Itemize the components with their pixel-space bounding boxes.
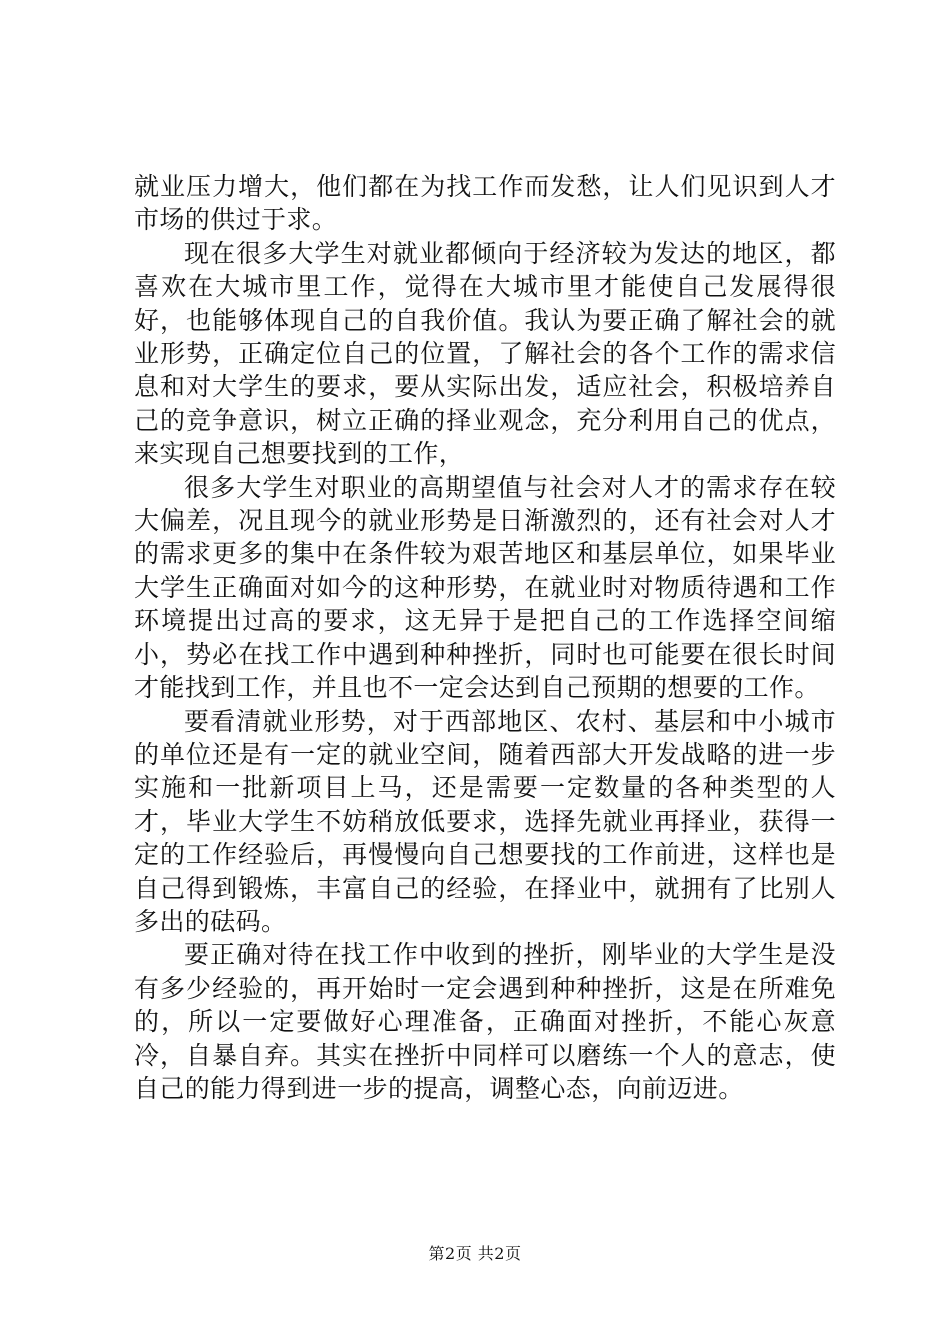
paragraph-2: 现在很多大学生对就业都倾向于经济较为发达的地区，都喜欢在大城市里工作，觉得在大城市里才能使自己发展得很好，也能够体现自己的自我价值。我认为要正确了解社会的就业形势，正确定位自己的位置，了解社会的各个工作的需求信息和对大学生的要求，要从实际出发，适应社会，积极培养自己的竞争意识，树立正确的择业观念，充分利用自己的优点，来实现自己想要找到的工作， xyxy=(134,238,836,469)
paragraph-5: 要正确对待在找工作中收到的挫折，刚毕业的大学生是没有多少经验的，再开始时一定会遇到种种挫折，这是在所难免的，所以一定要做好心理准备，正确面对挫折，不能心灰意冷，自暴自弃。其实在挫折中同样可以磨练一个人的意志，使自己的能力得到进一步的提高，调整心态，向前迈进。 xyxy=(134,940,836,1103)
page-number-footer: 第2页 共2页 xyxy=(428,1244,522,1263)
paragraph-4: 要看清就业形势，对于西部地区、农村、基层和中小城市的单位还是有一定的就业空间，随着西部大开发战略的进一步实施和一批新项目上马，还是需要一定数量的各种类型的人才，毕业大学生不妨稍放低要求，选择先就业再择业，获得一定的工作经验后，再慢慢向自己想要找的工作前进，这样也是自己得到锻炼，丰富自己的经验，在择业中，就拥有了比别人多出的砝码。 xyxy=(134,706,836,936)
paragraph-1: 就业压力增大，他们都在为找工作而发愁，让人们见识到人才市场的供过于求。 xyxy=(134,172,836,235)
paragraph-3: 很多大学生对职业的高期望值与社会对人才的需求存在较大偏差，况且现今的就业形势是日渐激烈的，还有社会对人才的需求更多的集中在条件较为艰苦地区和基层单位，如果毕业大学生正确面对如今的这种形势，在就业时对物质待遇和工作环境提出过高的要求，这无异于是把自己的工作选择空间缩小，势必在找工作中遇到种种挫折，同时也可能要在很长时间才能找到工作，并且也不一定会达到自己预期的想要的工作。 xyxy=(134,472,836,703)
document-body xyxy=(134,170,836,1105)
